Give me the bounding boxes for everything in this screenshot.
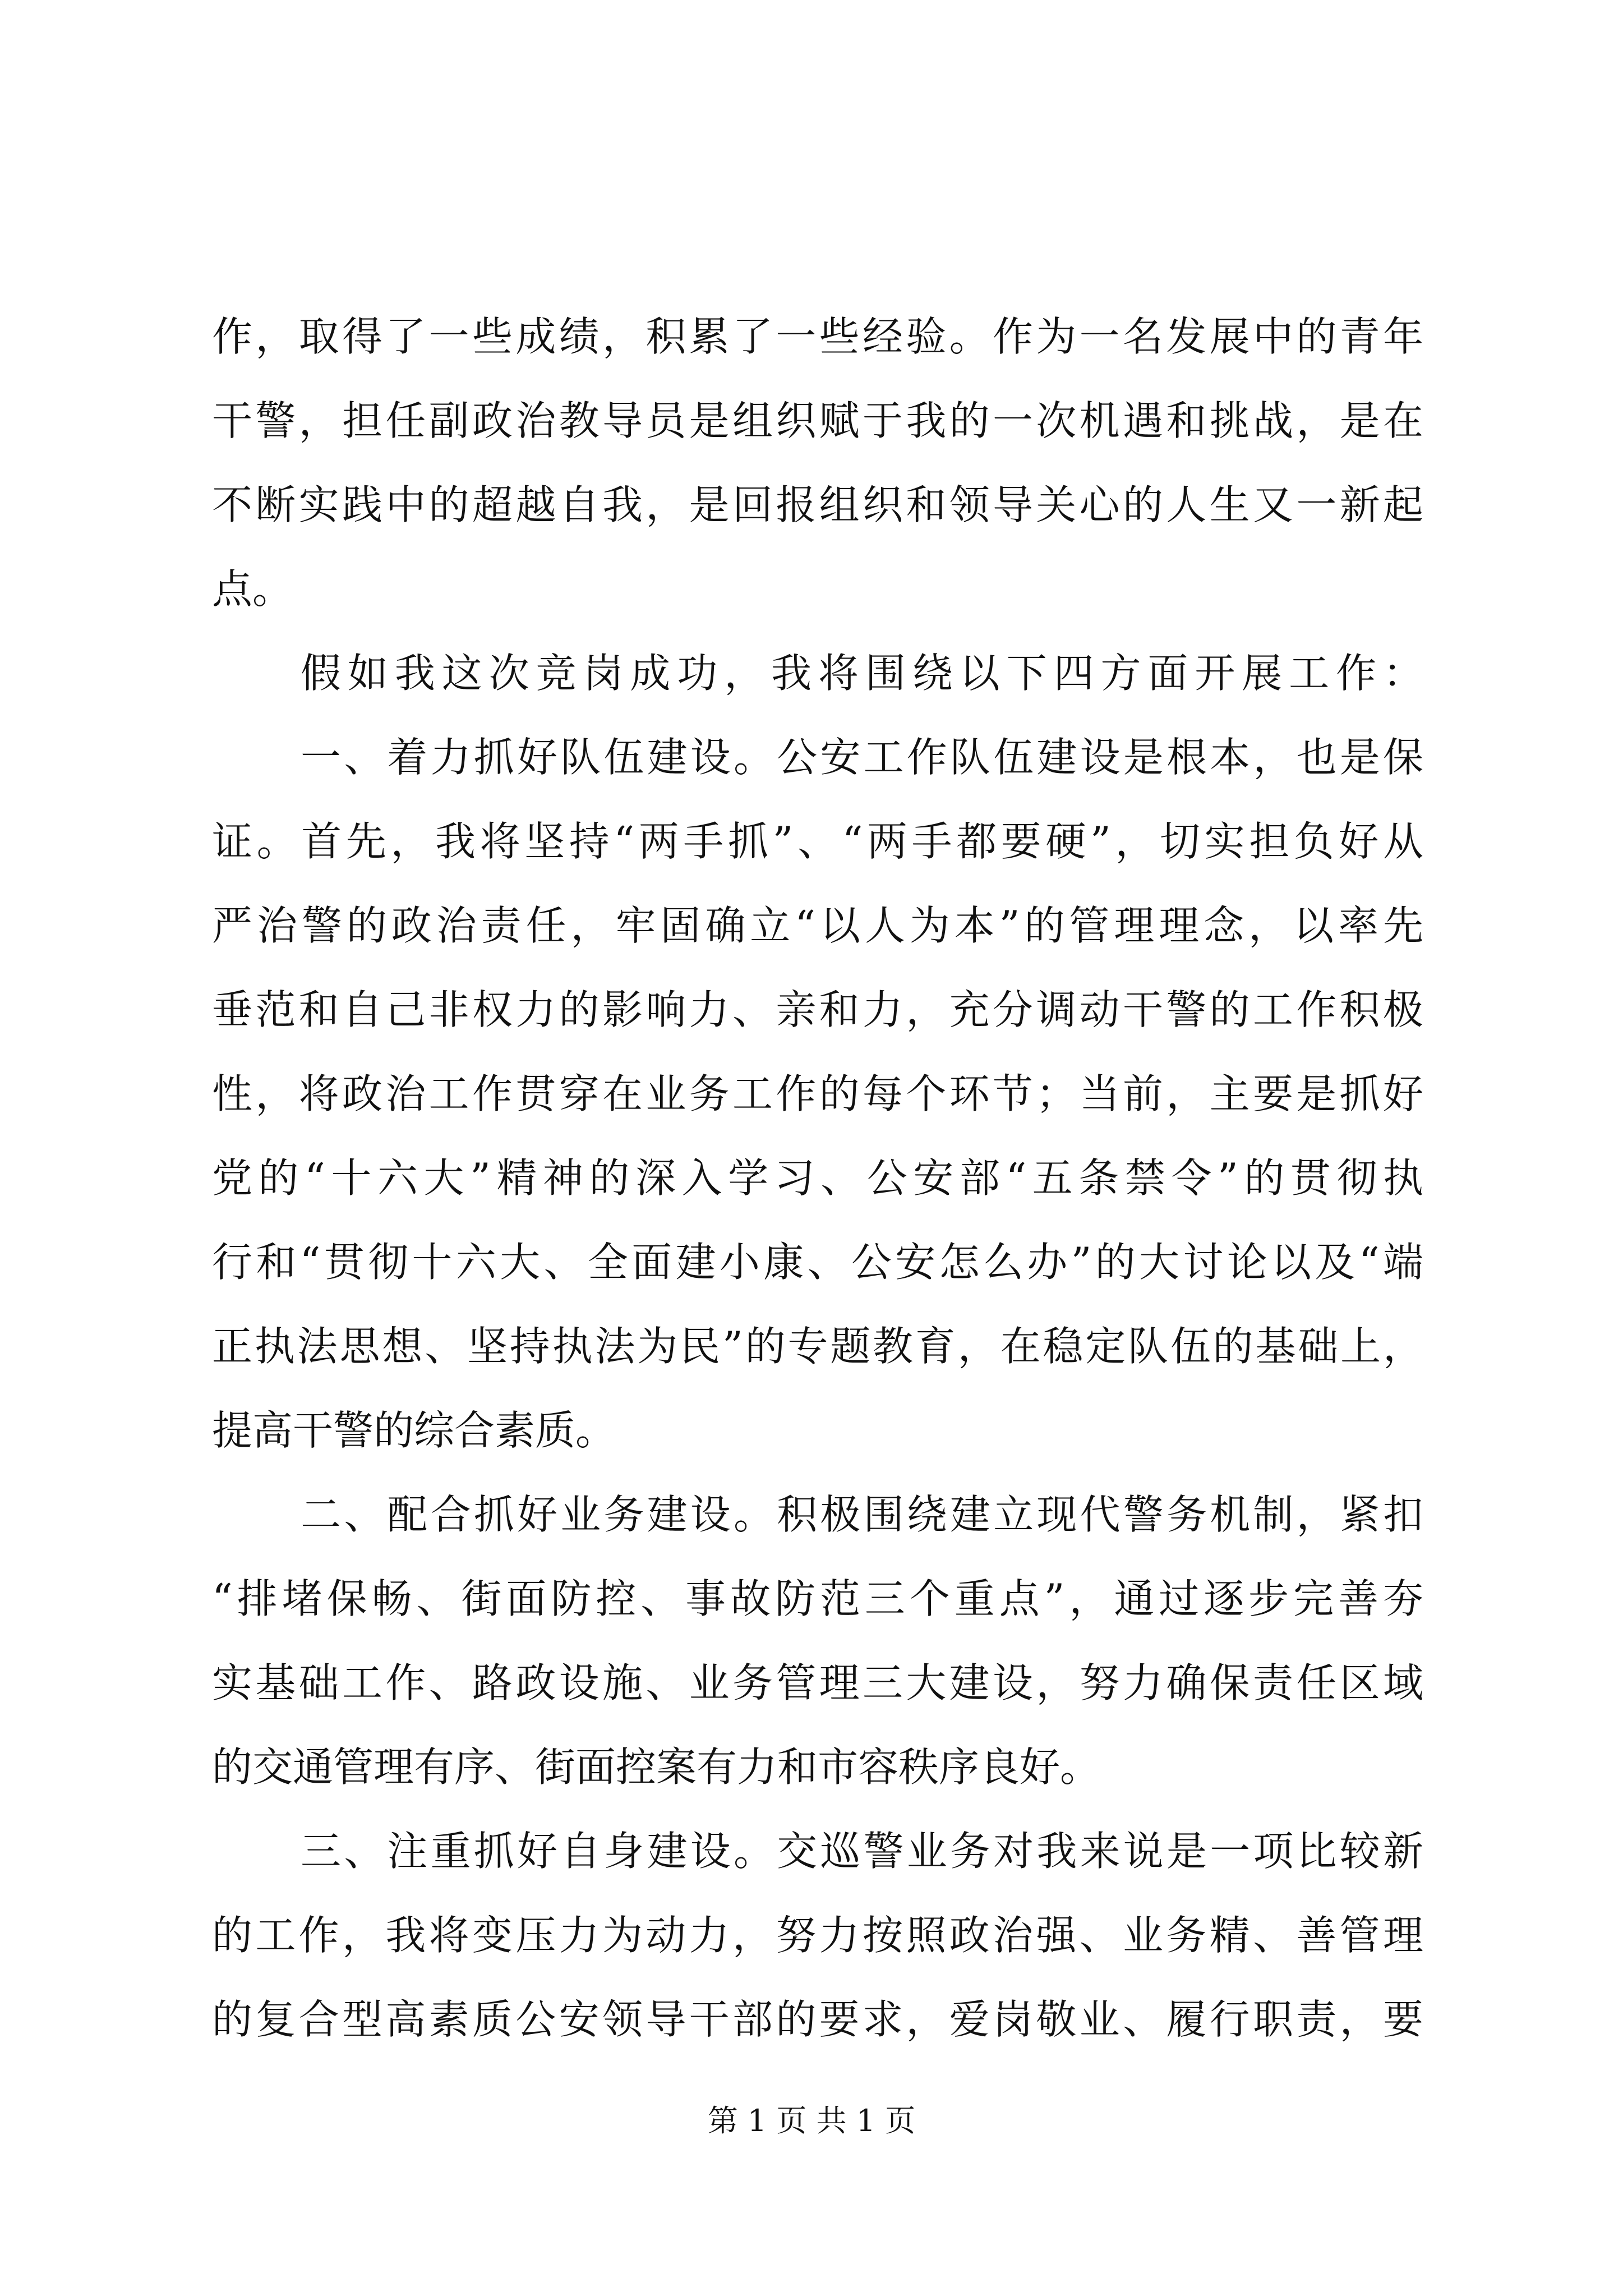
body-text-line: 作，取得了一些成绩，积累了一些经验。作为一名发展中的青年 xyxy=(212,313,1427,360)
body-text-line: 证。首先，我将坚持“两手抓”、“两手都要硬”，切实担负好从 xyxy=(212,818,1428,865)
body-text-line: 一、着力抓好队伍建设。公安工作队伍建设是根本，也是保 xyxy=(301,734,1427,781)
body-text-line: 三、注重抓好自身建设。交巡警业务对我来说是一项比较新 xyxy=(301,1828,1427,1875)
body-text-line: 性，将政治工作贯穿在业务工作的每个环节；当前，主要是抓好 xyxy=(212,1070,1427,1117)
body-text-line: 提高干警的综合素质。 xyxy=(212,1407,616,1454)
body-text-line: 实基础工作、路政设施、业务管理三大建设，努力确保责任区域 xyxy=(212,1659,1427,1706)
body-text-line: 严治警的政治责任，牢固确立“以人为本”的管理理念，以率先 xyxy=(212,902,1428,949)
body-text-line: 垂范和自己非权力的影响力、亲和力，充分调动干警的工作积极 xyxy=(212,986,1427,1033)
document-body xyxy=(212,295,1430,2062)
body-text-line: 二、配合抓好业务建设。积极围绕建立现代警务机制，紧扣 xyxy=(301,1491,1427,1538)
body-text-line: 党的“十六大”精神的深入学习、公安部“五条禁令”的贯彻执 xyxy=(212,1154,1430,1202)
body-text-line: 不断实践中的超越自我，是回报组织和领导关心的人生又一新起 xyxy=(212,481,1427,528)
body-text-line: 行和“贯彻十六大、全面建小康、公安怎么办”的大讨论以及“端 xyxy=(212,1239,1427,1286)
body-text-line: 的交通管理有序、街面控案有力和市容秩序良好。 xyxy=(212,1743,1101,1791)
body-text-line: “排堵保畅、街面防控、事故防范三个重点”，通过逐步完善夯 xyxy=(212,1575,1428,1622)
body-text-line: 的工作，我将变压力为动力，努力按照政治强、业务精、善管理 xyxy=(212,1912,1427,1959)
body-text-line: 的复合型高素质公安领导干部的要求，爱岗敬业、履行职责，要 xyxy=(212,1996,1427,2043)
body-text-line: 正执法思想、坚持执法为民”的专题教育，在稳定队伍的基础上， xyxy=(212,1323,1426,1370)
body-text-line: 点。 xyxy=(212,565,293,613)
body-text-line: 干警，担任副政治教导员是组织赋于我的一次机遇和挑战，是在 xyxy=(212,397,1427,444)
body-text-line: 假如我这次竞岗成功，我将围绕以下四方面开展工作： xyxy=(301,650,1430,697)
page-footer: 第 1 页 共 1 页 xyxy=(707,2103,916,2138)
